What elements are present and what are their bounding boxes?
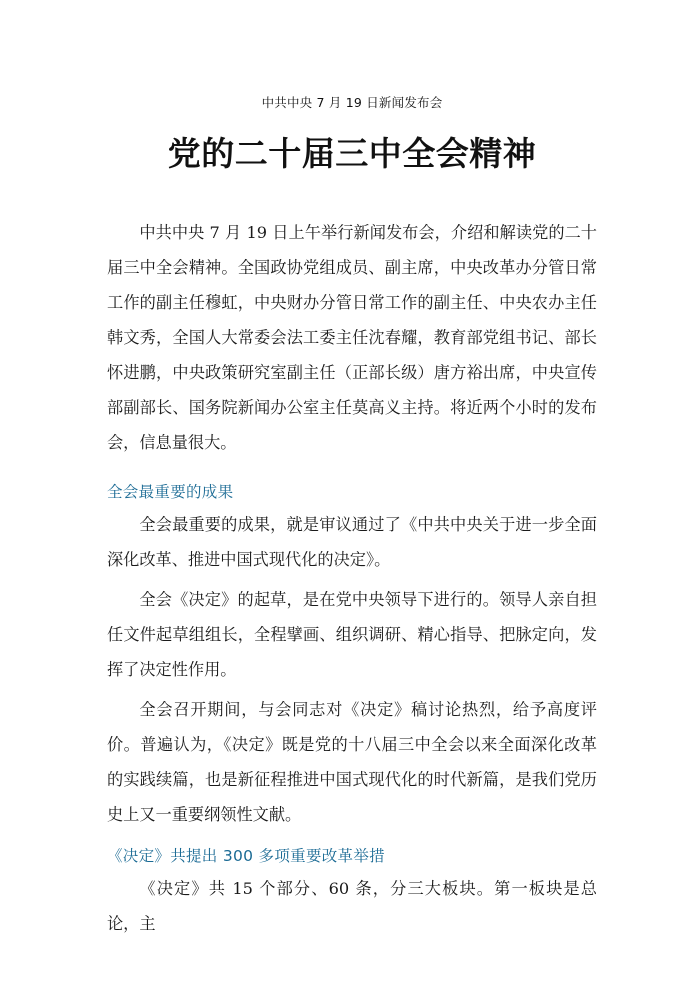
results-paragraph-3: 全会召开期间，与会同志对《决定》稿讨论热烈，给予高度评价。普遍认为，《决定》既是党的十八届三中全会以来全面深化改革的实践续篇，也是新征程推进中国式现代化的时代新篇，是我们党历史上又一重要纲领性文献。	[107, 700, 597, 824]
section-heading-results: 全会最重要的成果	[107, 483, 234, 501]
intro-paragraph: 中共中央 7 月 19 日上午举行新闻发布会，介绍和解读党的二十届三中全会精神。全国政协党组成员、副主席，中央改革办分管日常工作的副主任穆虹，中央财办分管日常工作的副主任、中央农办主任韩文秀，全国人大常委会法工委主任沈春耀，教育部党组书记、部长怀进鹏，中央政策研究室副主任（正部长级）唐方裕出席，中央宣传部副部长、国务院新闻办公室主任莫高义主持。将近两个小时的发布会，信息量很大。	[107, 223, 597, 452]
document-subtitle: 中共中央 7 月 19 日新闻发布会	[261, 95, 443, 110]
document-title: 党的二十届三中全会精神	[167, 134, 537, 173]
results-paragraph-2: 全会《决定》的起草，是在党中央领导下进行的。领导人亲自担任文件起草组组长，全程擘画、组织调研、精心指导、把脉定向，发挥了决定性作用。	[107, 590, 597, 679]
section-heading-reforms: 《决定》共提出 300 多项重要改革举措	[107, 847, 385, 865]
reforms-paragraph-1: 《决定》共 15 个部分、60 条，分三大板块。第一板块是总论，主	[107, 879, 597, 933]
results-paragraph-1: 全会最重要的成果，就是审议通过了《中共中央关于进一步全面深化改革、推进中国式现代化的决定》。	[107, 515, 597, 569]
